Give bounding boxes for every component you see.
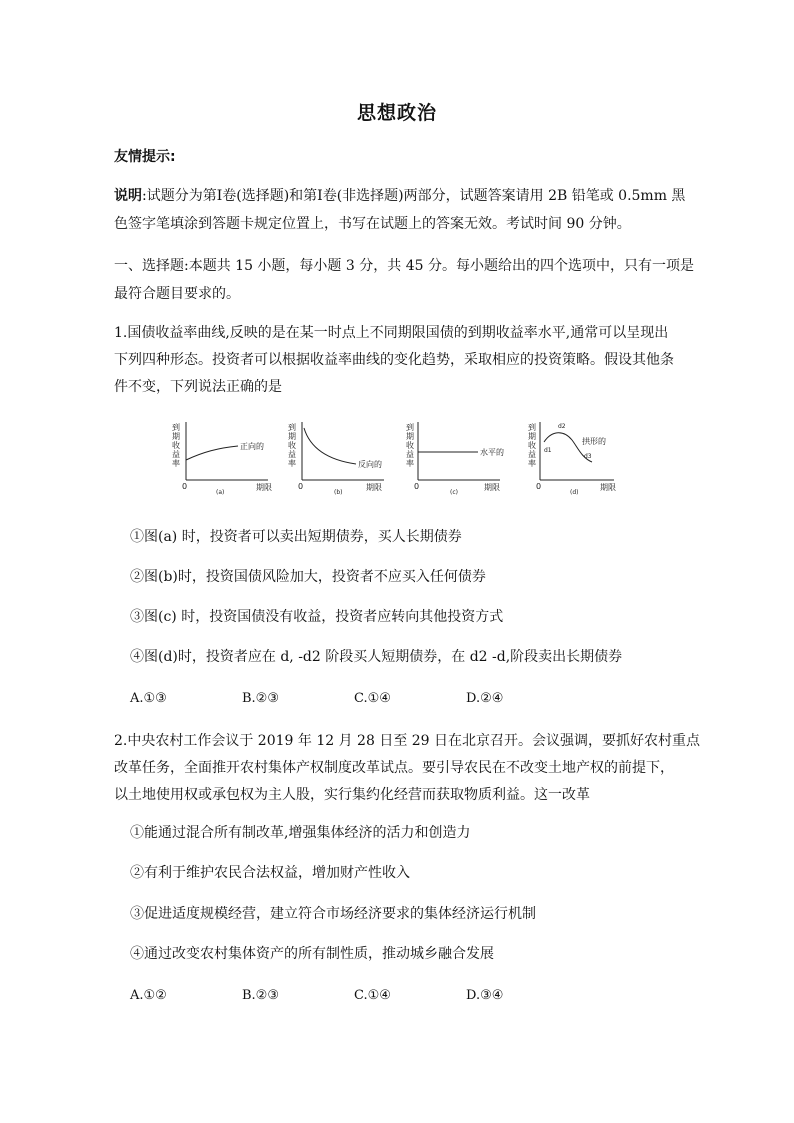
curve-downward xyxy=(304,428,356,464)
ylabel-char: 到 xyxy=(406,423,414,432)
q2-choices xyxy=(130,985,578,1007)
q1-choice-b: B.②③ xyxy=(242,691,279,706)
q2-choice-c: C.①④ xyxy=(354,988,391,1003)
note-line-2: 色签字笔填涂到答题卡规定位置上，书写在试题上的答案无效。考试时间 90 分钟。 xyxy=(114,216,631,232)
ylabel-char: 率 xyxy=(288,459,296,468)
d2-label: d2 xyxy=(558,423,566,430)
q2-choice-d: D.③④ xyxy=(466,988,504,1003)
q2-stem-line-2: 改革任务，全面推开农村集体产权制度改革试点。要引导农民在不改变土地产权的前提下， xyxy=(114,760,674,776)
curve-label-b: 反向的 xyxy=(358,460,382,469)
q1-option-1: ①图(a) 时，投资者可以卖出短期债券，买人长期债券 xyxy=(130,529,462,545)
tip-label: 友情提示: xyxy=(114,149,176,165)
q2-option-4: ④通过改变农村集体资产的所有制性质，推动城乡融合发展 xyxy=(130,946,494,962)
q2-stem-line-3: 以土地使用权或承包权为主人股，实行集约化经营而获取物质利益。这一改革 xyxy=(114,787,590,803)
curve-label-c: 水平的 xyxy=(480,448,504,457)
ylabel-char: 期 xyxy=(406,432,414,441)
ylabel-char: 益 xyxy=(406,450,414,459)
q1-choice-d: D.②④ xyxy=(466,691,504,706)
panel-a-axes xyxy=(186,422,268,480)
panel-tag: (b) xyxy=(334,489,343,496)
q2-choice-b: B.②③ xyxy=(242,988,279,1003)
ylabel-char: 率 xyxy=(406,459,414,468)
xlabel: 期限 xyxy=(256,483,272,492)
panel-tag: (a) xyxy=(216,489,225,496)
origin-label: 0 xyxy=(414,482,420,491)
q1-choices xyxy=(130,688,578,710)
panel-tag: (c) xyxy=(450,489,458,496)
origin-label: 0 xyxy=(182,482,188,491)
ylabel-char: 到 xyxy=(172,423,180,432)
q1-choice-c: C.①④ xyxy=(354,691,391,706)
ylabel-char: 益 xyxy=(288,450,296,459)
section-line-2: 最符合题目要求的。 xyxy=(114,286,240,302)
panel-b-axes xyxy=(302,422,384,480)
q2-stem-line-1: 2.中央农村工作会议于 2019 年 12 月 28 日至 29 日在北京召开。会议强调，要抓好农村重点 xyxy=(114,733,701,749)
xlabel: 期限 xyxy=(600,483,616,492)
ylabel-char: 期 xyxy=(528,432,536,441)
page-title: 思想政治 xyxy=(356,102,437,124)
ylabel-char: 收 xyxy=(406,441,414,450)
origin-label: 0 xyxy=(298,482,304,491)
q1-stem-line-2: 下列四种形态。投资者可以根据收益率曲线的变化趋势，采取相应的投资策略。假设其他条 xyxy=(114,352,674,368)
q1-stem-line-3: 件不变，下列说法正确的是 xyxy=(114,379,282,395)
panel-labels xyxy=(182,423,616,496)
ylabel-char: 率 xyxy=(528,459,536,468)
y-labels xyxy=(172,422,536,468)
ylabel-char: 益 xyxy=(528,450,536,459)
q2-option-3: ③促进适度规模经营，建立符合市场经济要求的集体经济运行机制 xyxy=(130,906,536,922)
d1-label: d1 xyxy=(544,447,552,454)
q2-option-2: ②有利于维护农民合法权益，增加财产性收入 xyxy=(130,865,410,881)
curve-label-a: 正向的 xyxy=(240,442,264,451)
q1-option-2: ②图(b)时，投资国债风险加大，投资者不应买入任何债券 xyxy=(130,569,486,585)
q2-option-1: ①能通过混合所有制改革,增强集体经济的活力和创造力 xyxy=(130,825,471,841)
ylabel-char: 到 xyxy=(528,423,536,432)
ylabel-char: 收 xyxy=(288,441,296,450)
ylabel-char: 期 xyxy=(172,432,180,441)
ylabel-char: 到 xyxy=(288,423,296,432)
ylabel-char: 收 xyxy=(528,441,536,450)
yield-curve-figure xyxy=(168,418,628,500)
ylabel-char: 率 xyxy=(172,459,180,468)
xlabel: 期限 xyxy=(484,483,500,492)
origin-label: 0 xyxy=(536,482,542,491)
q1-option-4: ④图(d)时，投资者应在 d, -d2 阶段买人短期债券，在 d2 -d,阶段卖出长期债券 xyxy=(130,649,623,665)
section-line-1: 一、选择题:本题共 15 小题，每小题 3 分，共 45 分。每小题给出的四个选项中，只有一项是 xyxy=(114,258,694,274)
note-text-1: :试题分为第Ⅰ卷(选择题)和第Ⅰ卷(非选择题)两部分，试题答案请用 2B 铅笔或 0.5mm 黑 xyxy=(142,188,686,204)
curve-label-d: 拱形的 xyxy=(582,437,606,446)
q1-stem-line-1: 1.国债收益率曲线,反映的是在某一时点上不同期限国债的到期收益率水平,通常可以呈现出 xyxy=(114,325,669,341)
ylabel-char: 益 xyxy=(172,450,180,459)
q1-option-3: ③图(c) 时，投资国债没有收益，投资者应转向其他投资方式 xyxy=(130,609,504,625)
ylabel-char: 收 xyxy=(172,441,180,450)
note-label: 说明 xyxy=(114,188,142,204)
q1-choice-a: A.①③ xyxy=(130,691,167,706)
ylabel-char: 期 xyxy=(288,432,296,441)
xlabel: 期限 xyxy=(366,483,382,492)
q2-choice-a: A.①② xyxy=(130,988,167,1003)
note-line-1 xyxy=(114,185,685,207)
yield-curve-svg xyxy=(168,418,628,500)
panel-tag: (d) xyxy=(570,489,579,496)
d3-label: d3 xyxy=(584,453,592,460)
curve-upward xyxy=(186,446,238,460)
